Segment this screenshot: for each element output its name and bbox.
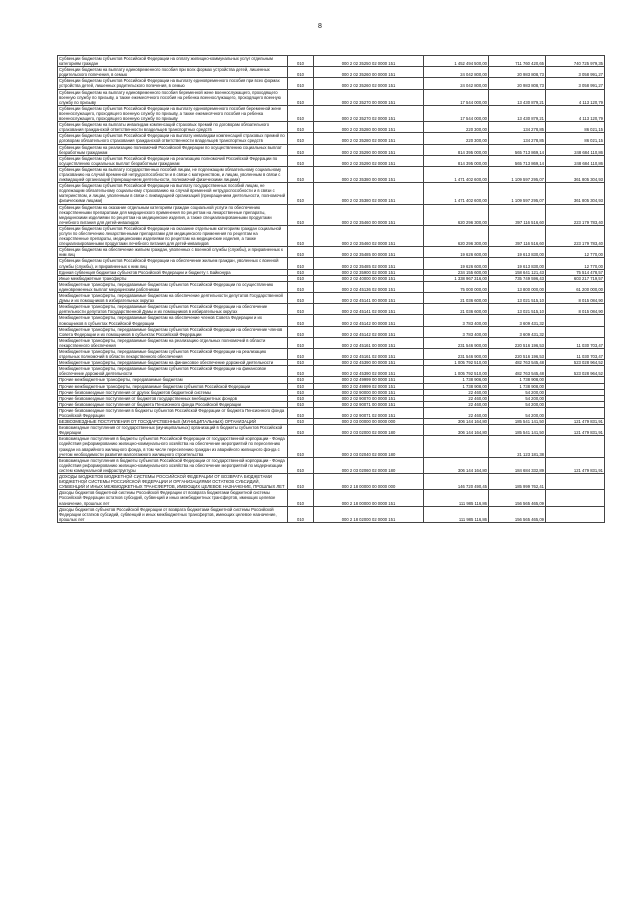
- row-code: 010: [288, 155, 314, 166]
- row-kbk: 000 2 02 45136 02 0000 151: [314, 281, 424, 292]
- row-executed-amount: 184 684 332,89: [489, 457, 546, 473]
- row-approved-amount: 620 296 300,00: [424, 204, 489, 225]
- row-executed-amount: 397 116 516,60: [489, 204, 546, 225]
- row-code: 010: [288, 269, 314, 275]
- row-kbk: 000 2 18 02000 02 0000 151: [314, 506, 424, 522]
- row-remainder-amount: 3 058 991,27: [546, 78, 605, 89]
- row-name: Межбюджетные трансферты, передаваемые бюджетам на обеспечение деятельности депутатов Государственной Думы и их помощников в избирательных округах: [58, 293, 288, 304]
- row-approved-amount: 234 155 600,00: [424, 269, 489, 275]
- row-executed-amount: 397 116 516,60: [489, 225, 546, 246]
- table-row: [58, 506, 605, 522]
- row-code: 010: [288, 304, 314, 315]
- table-row: [58, 144, 605, 155]
- row-name: Межбюджетные трансферты, передаваемые бюджетам субъектов Российской Федерации на обеспечение деятельности депутатов Государственной Думы и их помощников в избирательных округах: [58, 304, 288, 315]
- row-name: Прочие безвозмездные поступления от бюджета Пенсионного фонда Российской Федерации: [58, 401, 288, 407]
- row-approved-amount: 1 005 792 510,00: [424, 366, 489, 377]
- row-remainder-amount: 603 217 719,57: [546, 275, 605, 281]
- row-code: 010: [288, 275, 314, 281]
- row-name: Субвенции бюджетам на оказание отдельным категориям граждан социальной услуги по обеспечению лекарственными препаратами для медицинского применения по рецептам на лекарственные препараты, медицинскими изделиями по рецептам на медицинские изделия, а также специализированными продуктами лечебного питания для детей-инвалидов: [58, 204, 288, 225]
- row-approved-amount: 21 036 600,00: [424, 304, 489, 315]
- row-name: Доходы бюджетов субъектов Российской Федерации от возврата бюджетами бюджетной системы Российской Федерации остатков субсидий, субвенций и иных межбюджетных трансфертов, имеющих целевое назначение, прошлых лет: [58, 506, 288, 522]
- row-remainder-amount: 121 479 831,91: [546, 419, 605, 425]
- row-name: Доходы бюджетов бюджетной системы Российской Федерации от возврата бюджетами бюджетной системы Российской Федерации остатков субсидий, субвенций и иных межбюджетных трансфертов, имеющих целевое назначение, прошлых лет: [58, 490, 288, 506]
- row-approved-amount: 146 720 490,45: [424, 474, 489, 490]
- table-row: [58, 436, 605, 457]
- table-row: [58, 67, 605, 78]
- row-approved-amount: 1 738 908,00: [424, 383, 489, 389]
- row-approved-amount: 19 626 600,00: [424, 258, 489, 269]
- row-approved-amount: 75 000 000,00: [424, 281, 489, 292]
- row-executed-amount: 156 565 465,09: [489, 490, 546, 506]
- row-name: Субвенции бюджетам на реализацию полномочий Российской Федерации по осуществлению социальных выплат безработным гражданам: [58, 144, 288, 155]
- row-approved-amount: 1 738 906,00: [424, 377, 489, 383]
- row-name: Межбюджетные трансферты, передаваемые бюджетам субъектов Российской Федерации на реализацию отдельных полномочий в области лекарственного обеспечения: [58, 348, 288, 359]
- row-approved-amount: 17 544 000,00: [424, 89, 489, 105]
- row-remainder-amount: 8 015 084,90: [546, 293, 605, 304]
- row-executed-amount: 711 760 420,65: [489, 56, 546, 67]
- page-number: 8: [318, 23, 322, 30]
- row-name: Субвенции бюджетам на обеспечение жильем граждан, уволенных с военной службы (службы), и приравненных к ним лиц: [58, 247, 288, 258]
- row-remainder-amount: 361 805 304,93: [546, 166, 605, 182]
- row-executed-amount: 19 613 830,00: [489, 247, 546, 258]
- row-remainder-amount: 12 770,00: [546, 258, 605, 269]
- row-approved-amount: 111 985 116,86: [424, 506, 489, 522]
- row-name: Субвенции бюджетам на выплаты инвалидам компенсаций страховых премий по договорам обязательного страхования гражданской ответственности владельцев транспортных средств: [58, 122, 288, 133]
- row-name: Субвенции бюджетам субъектов Российской Федерации на выплату единовременного пособия при всех формах устройства детей, лишенных родительского попечения, в семью: [58, 78, 288, 89]
- row-kbk: 000 2 03 02060 02 0000 180: [314, 457, 424, 473]
- row-name: ДОХОДЫ БЮДЖЕТОВ БЮДЖЕТНОЙ СИСТЕМЫ РОССИЙСКОЙ ФЕДЕРАЦИИ ОТ ВОЗВРАТА БЮДЖЕТАМИ БЮДЖЕТНОЙ СИСТЕМЫ РОССИЙСКОЙ ФЕДЕРАЦИИ И ОРГАНИЗАЦИЯМИ ОСТАТКОВ СУБСИДИЙ, СУБВЕНЦИЙ И ИНЫХ МЕЖБЮДЖЕТНЫХ ТРАНСФЕРТОВ, ИМЕЮЩИХ ЦЕЛЕВОЕ НАЗНАЧЕНИЕ, ПРОШЛЫХ ЛЕТ: [58, 474, 288, 490]
- table-row: [58, 425, 605, 436]
- row-remainder-amount: 223 179 783,40: [546, 225, 605, 246]
- row-kbk: 000 2 02 90071 00 0000 151: [314, 401, 424, 407]
- row-code: 010: [288, 474, 314, 490]
- row-remainder-amount: 8 015 084,90: [546, 304, 605, 315]
- row-executed-amount: 13 021 515,10: [489, 293, 546, 304]
- row-name: Прочие межбюджетные трансферты, передаваемые бюджетам субъектов Российской Федерации: [58, 383, 288, 389]
- row-name: Субвенции бюджетам на выплату единовременного пособия беременной жене военнослужащего, проходящего военную службу по призыву, а также ежемесячного пособия на ребенка военнослужащего, проходящего военную службу по призыву: [58, 89, 288, 105]
- row-executed-amount: 1 109 597 295,07: [489, 183, 546, 204]
- row-remainder-amount: 740 725 979,35: [546, 56, 605, 67]
- row-executed-amount: 20 983 808,73: [489, 67, 546, 78]
- row-remainder-amount: 4 113 120,79: [546, 89, 605, 105]
- row-approved-amount: 3 783 400,00: [424, 326, 489, 337]
- row-kbk: 000 2 02 35380 02 0000 151: [314, 183, 424, 204]
- row-kbk: 000 2 18 00000 00 0000 000: [314, 474, 424, 490]
- row-code: 010: [288, 425, 314, 436]
- row-remainder-amount: 248 684 110,86: [546, 144, 605, 155]
- budget-revenue-table: [57, 55, 605, 523]
- row-approved-amount: 814 395 000,00: [424, 155, 489, 166]
- row-code: 010: [288, 281, 314, 292]
- row-kbk: 000 2 02 45390 00 0000 151: [314, 360, 424, 366]
- row-code: 010: [288, 407, 314, 418]
- row-remainder-amount: 523 028 964,52: [546, 366, 605, 377]
- row-kbk: 000 2 03 00000 00 0000 000: [314, 419, 424, 425]
- row-remainder-amount: 248 684 110,86: [546, 155, 605, 166]
- table-row: [58, 155, 605, 166]
- row-kbk: 000 2 02 45161 02 0000 151: [314, 348, 424, 359]
- row-kbk: 000 2 02 35280 00 0000 151: [314, 122, 424, 133]
- row-kbk: 000 2 02 35460 02 0000 151: [314, 225, 424, 246]
- row-code: 010: [288, 326, 314, 337]
- table-row: [58, 490, 605, 506]
- row-kbk: 000 2 02 45141 02 0000 151: [314, 304, 424, 315]
- row-approved-amount: 814 395 000,00: [424, 144, 489, 155]
- row-code: 010: [288, 419, 314, 425]
- row-code: 010: [288, 105, 314, 121]
- row-executed-amount: 13 021 515,10: [489, 304, 546, 315]
- row-executed-amount: 13 430 879,21: [489, 89, 546, 105]
- row-approved-amount: 19 626 600,00: [424, 247, 489, 258]
- row-name: Иные межбюджетные трансферты: [58, 275, 288, 281]
- row-kbk: 000 2 02 45142 00 0000 151: [314, 315, 424, 326]
- row-approved-amount: 231 546 900,00: [424, 348, 489, 359]
- row-remainder-amount: 4 113 120,79: [546, 105, 605, 121]
- row-kbk: 000 2 02 35250 02 0000 151: [314, 56, 424, 67]
- row-code: 010: [288, 144, 314, 155]
- table-row: [58, 105, 605, 121]
- row-kbk: 000 2 02 45390 02 0000 151: [314, 366, 424, 377]
- row-approved-amount: [424, 436, 489, 457]
- row-executed-amount: 185 999 762,41: [489, 474, 546, 490]
- row-remainder-amount: [546, 490, 605, 506]
- row-remainder-amount: [546, 474, 605, 490]
- row-kbk: 000 2 02 35270 02 0000 151: [314, 105, 424, 121]
- row-remainder-amount: 12 770,00: [546, 247, 605, 258]
- row-code: 010: [288, 401, 314, 407]
- table-row: [58, 474, 605, 490]
- row-executed-amount: 482 763 545,48: [489, 366, 546, 377]
- row-name: Субвенции бюджетам субъектов Российской Федерации на выплату единовременного пособия беременной жене военнослужащего, проходящего военную службу по призыву, а также ежемесячного пособия на ребенка военнослужащего, проходящего военную службу по призыву: [58, 105, 288, 121]
- row-kbk: 000 2 02 35270 00 0000 151: [314, 89, 424, 105]
- row-code: 010: [288, 78, 314, 89]
- row-name: Прочие безвозмездные поступления от других бюджетов бюджетной системы: [58, 389, 288, 395]
- row-name: Межбюджетные трансферты, передаваемые бюджетам на реализацию отдельных полномочий в области лекарственного обеспечения: [58, 337, 288, 348]
- row-kbk: 000 2 03 02000 02 0000 180: [314, 425, 424, 436]
- row-approved-amount: 1 338 967 316,00: [424, 275, 489, 281]
- row-approved-amount: 21 036 600,00: [424, 293, 489, 304]
- row-executed-amount: 13 430 879,21: [489, 105, 546, 121]
- row-approved-amount: 220 300,00: [424, 122, 489, 133]
- row-code: 010: [288, 337, 314, 348]
- row-code: 010: [288, 506, 314, 522]
- row-executed-amount: 565 713 869,14: [489, 155, 546, 166]
- row-remainder-amount: 86 021,15: [546, 122, 605, 133]
- row-name: Межбюджетные трансферты, передаваемые бюджетам на финансовое обеспечение дорожной деятельности: [58, 360, 288, 366]
- table-row: [58, 281, 605, 292]
- row-executed-amount: 3 609 431,32: [489, 315, 546, 326]
- row-approved-amount: 22 460,00: [424, 389, 489, 395]
- row-remainder-amount: [546, 326, 605, 337]
- row-code: 010: [288, 89, 314, 105]
- row-kbk: 000 2 02 35485 02 0000 151: [314, 258, 424, 269]
- row-kbk: 000 2 02 35280 02 0000 151: [314, 133, 424, 144]
- row-code: 010: [288, 389, 314, 395]
- row-code: 010: [288, 225, 314, 246]
- row-code: 010: [288, 436, 314, 457]
- row-executed-amount: 13 800 000,00: [489, 281, 546, 292]
- row-remainder-amount: 3 058 991,27: [546, 67, 605, 78]
- row-code: 010: [288, 457, 314, 473]
- table-row: [58, 133, 605, 144]
- row-executed-amount: 54 200,00: [489, 389, 546, 395]
- row-code: 010: [288, 490, 314, 506]
- row-name: Субвенции бюджетам субъектов Российской Федерации на реализацию полномочий Российской Федерации по осуществлению социальных выплат безработным гражданам: [58, 155, 288, 166]
- row-kbk: 000 2 18 00000 00 0000 151: [314, 490, 424, 506]
- row-approved-amount: 22 460,00: [424, 401, 489, 407]
- row-executed-amount: 54 200,00: [489, 395, 546, 401]
- row-kbk: 000 2 02 35260 00 0000 151: [314, 67, 424, 78]
- row-name: Прочие межбюджетные трансферты, передаваемые бюджетам: [58, 377, 288, 383]
- row-approved-amount: 22 460,00: [424, 407, 489, 418]
- row-name: Субвенции бюджетам субъектов Российской Федерации на оплату жилищно-коммунальных услуг отдельным категориям граждан: [58, 56, 288, 67]
- row-remainder-amount: 523 028 964,52: [546, 360, 605, 366]
- row-name: Субвенции бюджетам на выплату государственных пособий лицам, не подлежащим обязательному социальному страхованию на случай временной нетрудоспособности и в связи с материнством, и лицам, уволенным в связи с ликвидацией организаций (прекращением деятельности, полномочий физическими лицами): [58, 166, 288, 182]
- row-code: 010: [288, 133, 314, 144]
- row-code: 010: [288, 366, 314, 377]
- row-kbk: 000 2 02 35260 02 0000 151: [314, 78, 424, 89]
- row-code: 010: [288, 67, 314, 78]
- table-row: [58, 407, 605, 418]
- table-row: [58, 225, 605, 246]
- row-executed-amount: 565 713 869,14: [489, 144, 546, 155]
- table-row: [58, 304, 605, 315]
- row-approved-amount: 17 544 000,00: [424, 105, 489, 121]
- table-row: [58, 457, 605, 473]
- row-kbk: 000 2 02 35460 00 0000 151: [314, 204, 424, 225]
- row-approved-amount: 1 452 494 500,00: [424, 56, 489, 67]
- row-name: Субвенции бюджетам субъектов Российской Федерации на обеспечение жильем граждан, уволенных с военной службы (службы), и приравненных к ним лиц: [58, 258, 288, 269]
- row-name: Субвенции бюджетам на выплату единовременного пособия при всех формах устройства детей, лишенных родительского попечения, в семью: [58, 67, 288, 78]
- table-row: [58, 122, 605, 133]
- row-name: Межбюджетные трансферты, передаваемые бюджетам субъектов Российской Федерации на обеспечение членов Совета Федерации и их помощников в субъектах Российской Федерации: [58, 326, 288, 337]
- row-executed-amount: 1 738 908,00: [489, 377, 546, 383]
- row-code: 010: [288, 56, 314, 67]
- row-approved-amount: 22 460,00: [424, 395, 489, 401]
- table-row: [58, 326, 605, 337]
- row-executed-amount: 54 200,00: [489, 401, 546, 407]
- row-approved-amount: 306 144 164,80: [424, 419, 489, 425]
- table-row: [58, 56, 605, 67]
- row-code: 010: [288, 247, 314, 258]
- row-kbk: 000 2 02 49999 00 0000 151: [314, 377, 424, 383]
- row-approved-amount: 24 042 800,00: [424, 78, 489, 89]
- table-row: [58, 166, 605, 182]
- row-executed-amount: 3 609 431,32: [489, 326, 546, 337]
- row-code: 010: [288, 377, 314, 383]
- row-remainder-amount: [546, 315, 605, 326]
- row-name: Субвенции бюджетам субъектов Российской Федерации на оказание отдельным категориям граждан социальной услуги по обеспечению лекарственными препаратами для медицинского применения по рецептам на лекарственные препараты, медицинскими изделиями по рецептам на медицинские изделия, а также специализированными продуктами лечебного питания для детей-инвалидов: [58, 225, 288, 246]
- row-name: Межбюджетные трансферты, передаваемые бюджетам на обеспечение членов Совета Федерации и их помощников в субъектах Российской Федерации: [58, 315, 288, 326]
- row-remainder-amount: 61 200 000,00: [546, 281, 605, 292]
- row-remainder-amount: 86 021,15: [546, 133, 605, 144]
- row-name: Безвозмездные поступления в бюджеты субъектов Российской Федерации от государственной корпорации - Фонда содействия реформированию жилищно-коммунального хозяйства на обеспечение мероприятий по переселению граждан из аварийного жилищного фонда, в том числе переселению граждан из аварийного жилищного фонда с учетом необходимости развития малоэтажного жилищного строительства: [58, 436, 288, 457]
- row-code: 010: [288, 315, 314, 326]
- row-kbk: 000 2 02 45161 00 0000 151: [314, 337, 424, 348]
- table-row: [58, 89, 605, 105]
- row-executed-amount: 134 278,85: [489, 122, 546, 133]
- row-kbk: 000 2 02 49999 02 0000 151: [314, 383, 424, 389]
- table-row: [58, 258, 605, 269]
- row-executed-amount: 20 983 808,73: [489, 78, 546, 89]
- row-executed-amount: 185 541 141,50: [489, 419, 546, 425]
- row-executed-amount: 21 123 181,38: [489, 436, 546, 457]
- row-executed-amount: 735 749 596,43: [489, 275, 546, 281]
- row-code: 010: [288, 293, 314, 304]
- row-name: Субвенции бюджетам субъектов Российской Федерации на выплату государственных пособий лицам, не подлежащим обязательному социальному страхованию на случай временной нетрудоспособности и в связи с материнством, и лицам, уволенным в связи с ликвидацией организаций (прекращением деятельности, полномочий физическими лицами): [58, 183, 288, 204]
- row-kbk: 000 2 02 35485 00 0000 151: [314, 247, 424, 258]
- row-code: 010: [288, 395, 314, 401]
- row-kbk: 000 2 02 35290 00 0000 151: [314, 144, 424, 155]
- row-executed-amount: 482 763 545,48: [489, 360, 546, 366]
- row-remainder-amount: [546, 407, 605, 418]
- row-code: 010: [288, 360, 314, 366]
- row-name: Прочие безвозмездные поступления в бюджеты субъектов Российской Федерации от бюджета Пенсионного фонда Российской Федерации: [58, 407, 288, 418]
- row-name: Субвенции бюджетам субъектов Российской Федерации на выплату инвалидам компенсаций страховых премий по договорам обязательного страхования гражданской ответственности владельцев транспортных средств: [58, 133, 288, 144]
- table-row: [58, 315, 605, 326]
- row-approved-amount: 220 300,00: [424, 133, 489, 144]
- row-remainder-amount: 121 479 831,91: [546, 457, 605, 473]
- row-executed-amount: 156 565 465,09: [489, 506, 546, 522]
- row-approved-amount: 1 471 402 600,00: [424, 183, 489, 204]
- row-kbk: 000 2 02 35290 02 0000 151: [314, 155, 424, 166]
- row-name: Безвозмездные поступления от государственных (муниципальных) организаций в бюджеты субъектов Российской Федерации: [58, 425, 288, 436]
- row-approved-amount: 306 144 164,80: [424, 457, 489, 473]
- row-approved-amount: 231 546 900,00: [424, 337, 489, 348]
- row-kbk: 000 2 02 90071 02 0000 151: [314, 407, 424, 418]
- row-kbk: 000 2 02 90000 00 0000 151: [314, 389, 424, 395]
- row-code: 010: [288, 348, 314, 359]
- row-name: Межбюджетные трансферты, передаваемые бюджетам субъектов Российской Федерации по осуществлению единовременных выплат медицинским работникам: [58, 281, 288, 292]
- table-row: [58, 204, 605, 225]
- row-code: 010: [288, 204, 314, 225]
- table-row: [58, 337, 605, 348]
- row-executed-amount: 220 516 196,53: [489, 337, 546, 348]
- row-executed-amount: 220 516 196,53: [489, 348, 546, 359]
- row-code: 010: [288, 183, 314, 204]
- row-approved-amount: 24 042 800,00: [424, 67, 489, 78]
- row-remainder-amount: 11 030 703,47: [546, 337, 605, 348]
- row-remainder-amount: 75 514 478,57: [546, 269, 605, 275]
- row-code: 010: [288, 122, 314, 133]
- row-approved-amount: 620 296 300,00: [424, 225, 489, 246]
- table-row: [58, 293, 605, 304]
- row-approved-amount: 306 144 164,80: [424, 425, 489, 436]
- row-code: 010: [288, 258, 314, 269]
- table-row: [58, 348, 605, 359]
- row-kbk: 000 2 02 35380 00 0000 151: [314, 166, 424, 182]
- row-remainder-amount: 223 179 783,40: [546, 204, 605, 225]
- row-executed-amount: 1 109 597 295,07: [489, 166, 546, 182]
- row-remainder-amount: 361 805 304,93: [546, 183, 605, 204]
- row-name: Прочие безвозмездные поступления от бюджетов государственных внебюджетных фондов: [58, 395, 288, 401]
- row-executed-amount: 158 641 121,43: [489, 269, 546, 275]
- row-remainder-amount: 121 479 831,91: [546, 425, 605, 436]
- row-approved-amount: 111 985 116,86: [424, 490, 489, 506]
- row-name: БЕЗВОЗМЕЗДНЫЕ ПОСТУПЛЕНИЯ ОТ ГОСУДАРСТВЕННЫХ (МУНИЦИПАЛЬНЫХ) ОРГАНИЗАЦИЙ: [58, 419, 288, 425]
- row-kbk: 000 2 02 90070 00 0000 151: [314, 395, 424, 401]
- row-executed-amount: 54 200,00: [489, 407, 546, 418]
- row-remainder-amount: [546, 436, 605, 457]
- row-remainder-amount: 11 030 703,47: [546, 348, 605, 359]
- row-executed-amount: 134 278,85: [489, 133, 546, 144]
- row-kbk: 000 2 02 45141 00 0000 151: [314, 293, 424, 304]
- table-row: [58, 366, 605, 377]
- row-code: 010: [288, 166, 314, 182]
- row-remainder-amount: [546, 506, 605, 522]
- row-name: Межбюджетные трансферты, передаваемые бюджетам субъектов Российской Федерации на финансовое обеспечение дорожной деятельности: [58, 366, 288, 377]
- row-name: Безвозмездные поступления в бюджеты субъектов Российской Федерации от государственной корпорации - Фонда содействия реформированию жилищно-коммунального хозяйства на обеспечение мероприятий по модернизации систем коммунальной инфраструктуры: [58, 457, 288, 473]
- table-row: [58, 247, 605, 258]
- row-approved-amount: 1 471 402 600,00: [424, 166, 489, 182]
- table-row: [58, 183, 605, 204]
- row-kbk: 000 2 02 45142 02 0000 151: [314, 326, 424, 337]
- row-kbk: 000 2 02 35900 02 0000 151: [314, 269, 424, 275]
- row-executed-amount: 185 541 141,50: [489, 425, 546, 436]
- row-kbk: 000 2 02 40000 00 0000 151: [314, 275, 424, 281]
- row-approved-amount: 1 005 792 510,00: [424, 360, 489, 366]
- row-executed-amount: 1 738 908,00: [489, 383, 546, 389]
- table-row: [58, 78, 605, 89]
- row-kbk: 000 2 03 02040 02 0000 180: [314, 436, 424, 457]
- row-approved-amount: 3 783 400,00: [424, 315, 489, 326]
- row-executed-amount: 19 613 830,00: [489, 258, 546, 269]
- row-name: Единая субвенция бюджетам субъектов Российской Федерации и бюджету г. Байконура: [58, 269, 288, 275]
- row-code: 010: [288, 383, 314, 389]
